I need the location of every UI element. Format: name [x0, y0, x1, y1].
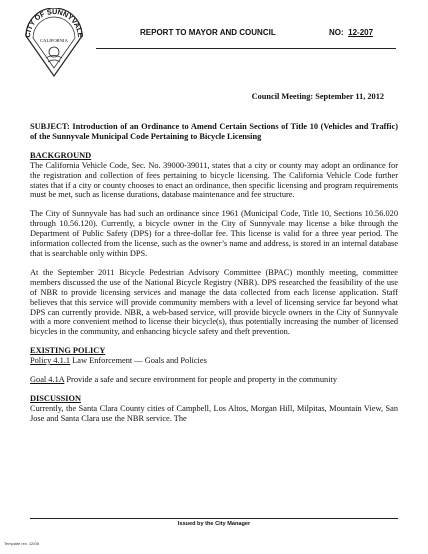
footer-rule [30, 518, 398, 519]
policy-ref-link[interactable]: Policy 4.1.1 [30, 356, 71, 366]
report-number-value: 12-207 [348, 28, 374, 37]
goal-ref-link[interactable]: Goal 4.1A [30, 375, 65, 385]
policy-text: Law Enforcement — Goals and Policies [70, 356, 207, 366]
report-title: REPORT TO MAYOR AND COUNCIL [140, 28, 276, 37]
goal-line [30, 375, 398, 385]
discussion-paragraph-1: Currently, the Santa Clara County cities of Campbell, Los Altos, Morgan Hill, Milpitas, Mountain View, San Jose and Santa Clara use the NBR service. The [30, 403, 398, 423]
background-heading: BACKGROUND [30, 150, 92, 160]
seal-inner-text: CALIFORNIA [40, 38, 68, 43]
background-paragraph-2: The City of Sunnyvale has had such an ordinance since 1961 (Municipal Code, Title 10, Sections 10.56.020 through 10.56.120). Currently, a bicycle owner in the City of Sunnyvale may license a bike through the Department of Public Safety (DPS) for a three-dollar fee. This license is valid for a three year period. The information collected from the license, such as the owner’s name and address, is stored in an internal database that is searchable only within DPS. [30, 209, 398, 258]
report-body [30, 122, 398, 424]
report-number [329, 28, 373, 37]
goal-text: Provide a safe and secure environment for people and property in the community [64, 375, 338, 385]
background-paragraph-3: At the September 2011 Bicycle Pedestrian Advisory Committee (BPAC) monthly meeting, committee members discussed the use of the National Bicycle Registry (NBR). DPS researched the feasibility of the use of NBR to provide licensing services and manage the data collected from each license application. Staff believes that this service will provide community members with a level of licensing service far beyond what DPS can currently provide. NBR, a web-based service, will provide bicycle owners in the City of Sunnyvale with a more convenient method to license their bicycle(s), thus potentially increasing the number of licensed bicycles in the community, and enhancing bicycle safety and theft prevention. [30, 267, 398, 337]
background-paragraph-1: The California Vehicle Code, Sec. No. 39000-39011, states that a city or county may adopt an ordinance for the registration and collection of fees pertaining to bicycle licensing. The California Vehicle Code further states that if a city or county chooses to enact an ordinance, then specific licensing and program requirements must be met, such as license durations, database maintenance and fee structure. [30, 160, 398, 200]
report-number-label: NO: [329, 28, 344, 37]
meeting-date: Council Meeting: September 11, 2012 [251, 92, 384, 101]
policy-line [30, 356, 398, 366]
footer-issued: Issued by the City Manager [177, 521, 251, 527]
header-rule [96, 48, 396, 49]
existing-policy-heading: EXISTING POLICY [30, 346, 106, 356]
city-seal [22, 8, 86, 78]
template-revision: Template rev. 12/08 [4, 541, 39, 546]
subject-line: SUBJECT: Introduction of an Ordinance to Amend Certain Sections of Title 10 (Vehicles and Traffic) of the Sunnyvale Municipal Code Pertaining to Bicycle Licensing [30, 122, 398, 141]
svg-text:CITY OF SUNNYVALE [23, 8, 85, 38]
seal-arc-text: CITY OF SUNNYVALE [22, 8, 86, 38]
discussion-heading: DISCUSSION [30, 393, 82, 403]
